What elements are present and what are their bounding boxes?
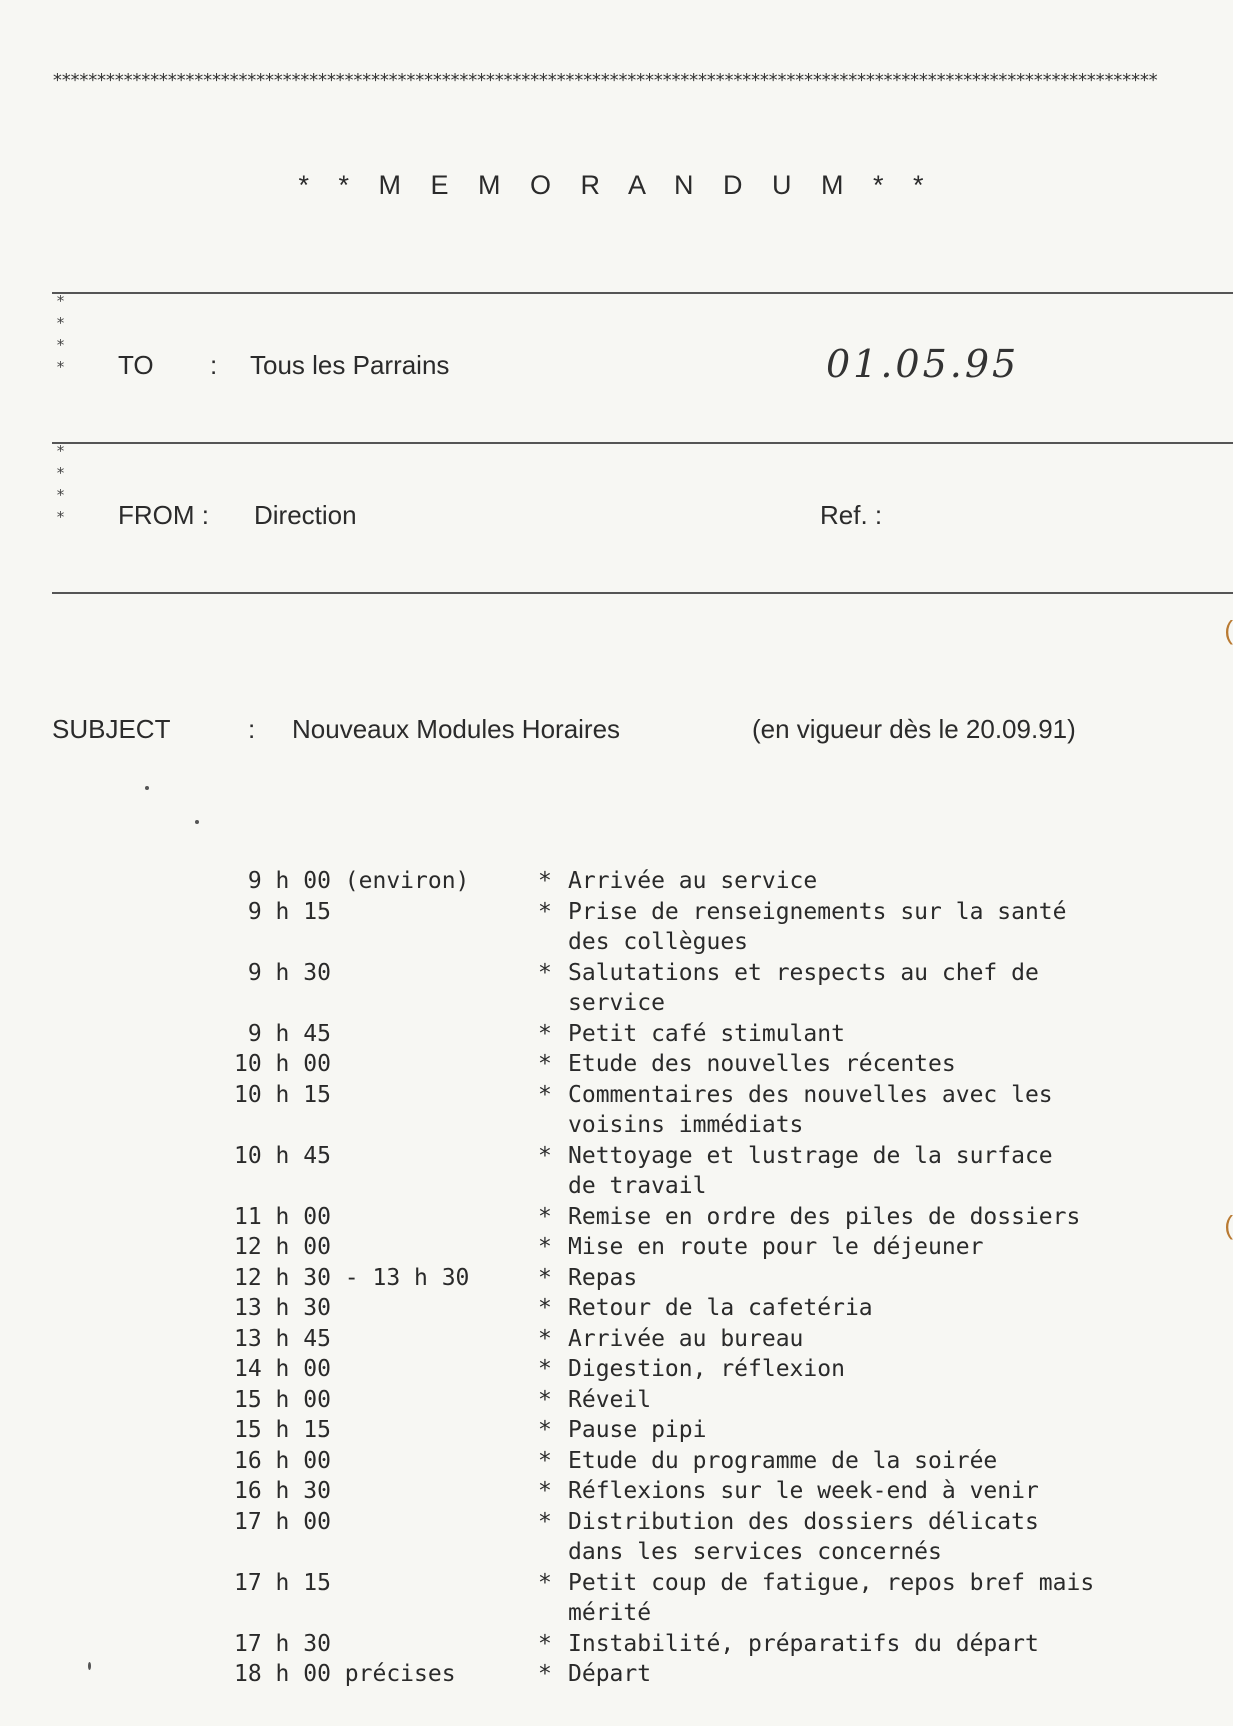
schedule-row — [234, 1293, 1194, 1324]
schedule-activity: Digestion, réflexion — [568, 1356, 845, 1382]
schedule-time: 17 h 15 — [234, 1569, 331, 1596]
schedule-row — [234, 1141, 1194, 1172]
schedule-time: 14 h 00 — [234, 1356, 331, 1382]
schedule-bullet: * — [538, 1630, 552, 1657]
schedule-bullet — [538, 988, 568, 1019]
from-label — [118, 500, 209, 531]
schedule-row — [234, 1049, 1194, 1080]
schedule-bullet: * — [538, 1234, 552, 1260]
schedule-bullet: * — [538, 1142, 552, 1169]
subject-label: SUBJECT — [52, 714, 171, 744]
schedule-row — [234, 958, 1194, 989]
schedule-bullet — [538, 1598, 568, 1629]
schedule-row — [234, 1171, 1194, 1202]
from-sender: Direction — [254, 500, 357, 530]
schedule-time: 10 h 45 — [234, 1142, 331, 1169]
schedule-time: 15 h 00 — [234, 1386, 331, 1413]
schedule-row — [234, 1446, 1194, 1477]
schedule-bullet: * — [538, 1051, 552, 1077]
schedule-time: 13 h 45 — [234, 1325, 331, 1352]
schedule-time: 18 h 00 précises — [234, 1661, 456, 1687]
schedule-activity: Instabilité, préparatifs du départ — [568, 1630, 1039, 1657]
schedule-activity: service — [568, 990, 665, 1016]
subject-note: (en vigueur dès le 20.09.91) — [752, 714, 1076, 744]
schedule-time — [234, 1537, 538, 1568]
schedule-bullet — [538, 927, 568, 958]
schedule-bullet: * — [538, 959, 552, 986]
schedule-time — [234, 1171, 538, 1202]
schedule-row — [234, 988, 1194, 1019]
schedule-row — [234, 1019, 1194, 1050]
schedule-time: 10 h 00 — [234, 1051, 331, 1077]
schedule-activity: mérité — [568, 1600, 652, 1626]
schedule-activity: Arrivée au service — [568, 868, 818, 894]
from-label-text: FROM — [118, 500, 195, 530]
schedule-time: 9 h 30 — [234, 959, 331, 986]
schedule-activity: Remise en ordre des piles de dossiers — [568, 1203, 1081, 1230]
schedule-bullet: * — [538, 1081, 552, 1108]
schedule-bullet: * — [538, 1264, 552, 1291]
schedule-time — [234, 1110, 538, 1141]
schedule-row — [234, 1202, 1194, 1233]
schedule-bullet — [538, 1110, 568, 1141]
schedule-row — [234, 1080, 1194, 1111]
schedule-activity: des collègues — [568, 929, 749, 955]
schedule-activity: voisins immédiats — [568, 1112, 804, 1138]
schedule-time — [234, 927, 538, 958]
to-recipient: Tous les Parrains — [250, 350, 450, 380]
schedule-row — [234, 1659, 1194, 1690]
schedule-time: 13 h 30 — [234, 1295, 331, 1321]
schedule-row — [234, 1476, 1194, 1507]
schedule-time: 15 h 15 — [234, 1417, 331, 1443]
schedule-activity: Prise de renseignements sur la santé — [568, 898, 1067, 925]
left-star-column-to: * * * * — [56, 292, 66, 376]
schedule-bullet — [538, 1171, 568, 1202]
schedule-time — [234, 1598, 538, 1629]
schedule-activity: Réveil — [568, 1386, 652, 1413]
schedule-activity: dans les services concernés — [568, 1539, 942, 1565]
schedule-list — [234, 866, 1194, 1690]
schedule-time: 17 h 00 — [234, 1508, 331, 1535]
schedule-activity: Petit coup de fatigue, repos bref mais — [568, 1569, 1095, 1596]
to-colon: : — [210, 350, 218, 380]
schedule-row — [234, 1568, 1194, 1599]
schedule-activity: Mise en route pour le déjeuner — [568, 1234, 984, 1260]
schedule-row — [234, 1324, 1194, 1355]
schedule-time: 10 h 15 — [234, 1081, 331, 1108]
left-star-column-from: * * * * — [56, 442, 66, 526]
schedule-row — [234, 927, 1194, 958]
schedule-time: 16 h 30 — [234, 1478, 331, 1504]
schedule-activity: de travail — [568, 1173, 707, 1199]
schedule-row — [234, 866, 1194, 897]
schedule-activity: Réflexions sur le week-end à venir — [568, 1478, 1039, 1504]
edge-mark: ( — [1224, 615, 1233, 645]
schedule-bullet: * — [538, 1020, 552, 1047]
schedule-bullet: * — [538, 1508, 552, 1535]
schedule-time: 12 h 30 - 13 h 30 — [234, 1264, 470, 1291]
schedule-time: 11 h 00 — [234, 1203, 331, 1230]
schedule-bullet: * — [538, 1356, 552, 1382]
schedule-time: 9 h 45 — [234, 1020, 331, 1047]
subject-value: Nouveaux Modules Horaires — [292, 714, 621, 744]
schedule-bullet: * — [538, 1478, 552, 1504]
schedule-row — [234, 1537, 1194, 1568]
schedule-bullet: * — [538, 1325, 552, 1352]
schedule-row — [234, 1354, 1194, 1385]
divider-middle — [52, 442, 1233, 444]
schedule-activity: Retour de la cafetéria — [568, 1295, 873, 1321]
header-star-band: ***************************************************************************************************************************** — [52, 70, 1157, 91]
handwritten-date: 01.05.95 — [826, 342, 1020, 386]
paper-speck — [195, 820, 199, 824]
paper-speck — [88, 1662, 91, 1670]
schedule-row — [234, 1507, 1194, 1538]
schedule-bullet: * — [538, 1447, 552, 1474]
from-colon: : — [201, 500, 210, 530]
schedule-row — [234, 1110, 1194, 1141]
schedule-bullet: * — [538, 1295, 552, 1321]
schedule-bullet: * — [538, 1203, 552, 1230]
subject-colon: : — [248, 714, 256, 744]
schedule-activity: Repas — [568, 1264, 638, 1291]
schedule-time: 17 h 30 — [234, 1630, 331, 1657]
schedule-activity: Salutations et respects au chef de — [568, 959, 1039, 986]
schedule-bullet: * — [538, 1417, 552, 1443]
schedule-time: 9 h 15 — [234, 898, 331, 925]
schedule-activity: Commentaires des nouvelles avec les — [568, 1081, 1053, 1108]
schedule-row — [234, 1263, 1194, 1294]
schedule-activity: Petit café stimulant — [568, 1020, 845, 1047]
edge-mark: ( — [1224, 1210, 1233, 1240]
schedule-activity: Arrivée au bureau — [568, 1325, 804, 1352]
divider-top — [52, 292, 1233, 294]
schedule-time — [234, 988, 538, 1019]
memo-title: * * M E M O R A N D U M * * — [298, 170, 935, 200]
schedule-row — [234, 1629, 1194, 1660]
schedule-activity: Pause pipi — [568, 1417, 707, 1443]
schedule-bullet: * — [538, 898, 552, 925]
schedule-bullet: * — [538, 1661, 552, 1687]
paper-speck — [145, 786, 149, 790]
schedule-activity: Départ — [568, 1661, 652, 1687]
schedule-bullet: * — [538, 1569, 552, 1596]
schedule-time: 12 h 00 — [234, 1234, 331, 1260]
schedule-row — [234, 897, 1194, 928]
schedule-time: 9 h 00 (environ) — [234, 868, 470, 894]
schedule-row — [234, 1598, 1194, 1629]
schedule-row — [234, 1385, 1194, 1416]
schedule-activity: Etude des nouvelles récentes — [568, 1051, 956, 1077]
divider-bottom — [52, 592, 1233, 594]
schedule-activity: Nettoyage et lustrage de la surface — [568, 1142, 1053, 1169]
schedule-row — [234, 1415, 1194, 1446]
schedule-bullet — [538, 1537, 568, 1568]
ref-label: Ref. : — [820, 500, 883, 530]
schedule-activity: Etude du programme de la soirée — [568, 1447, 998, 1474]
schedule-row — [234, 1232, 1194, 1263]
schedule-bullet: * — [538, 868, 552, 894]
schedule-time: 16 h 00 — [234, 1447, 331, 1474]
schedule-activity: Distribution des dossiers délicats — [568, 1508, 1039, 1535]
to-label: TO — [118, 350, 154, 380]
schedule-bullet: * — [538, 1386, 552, 1413]
